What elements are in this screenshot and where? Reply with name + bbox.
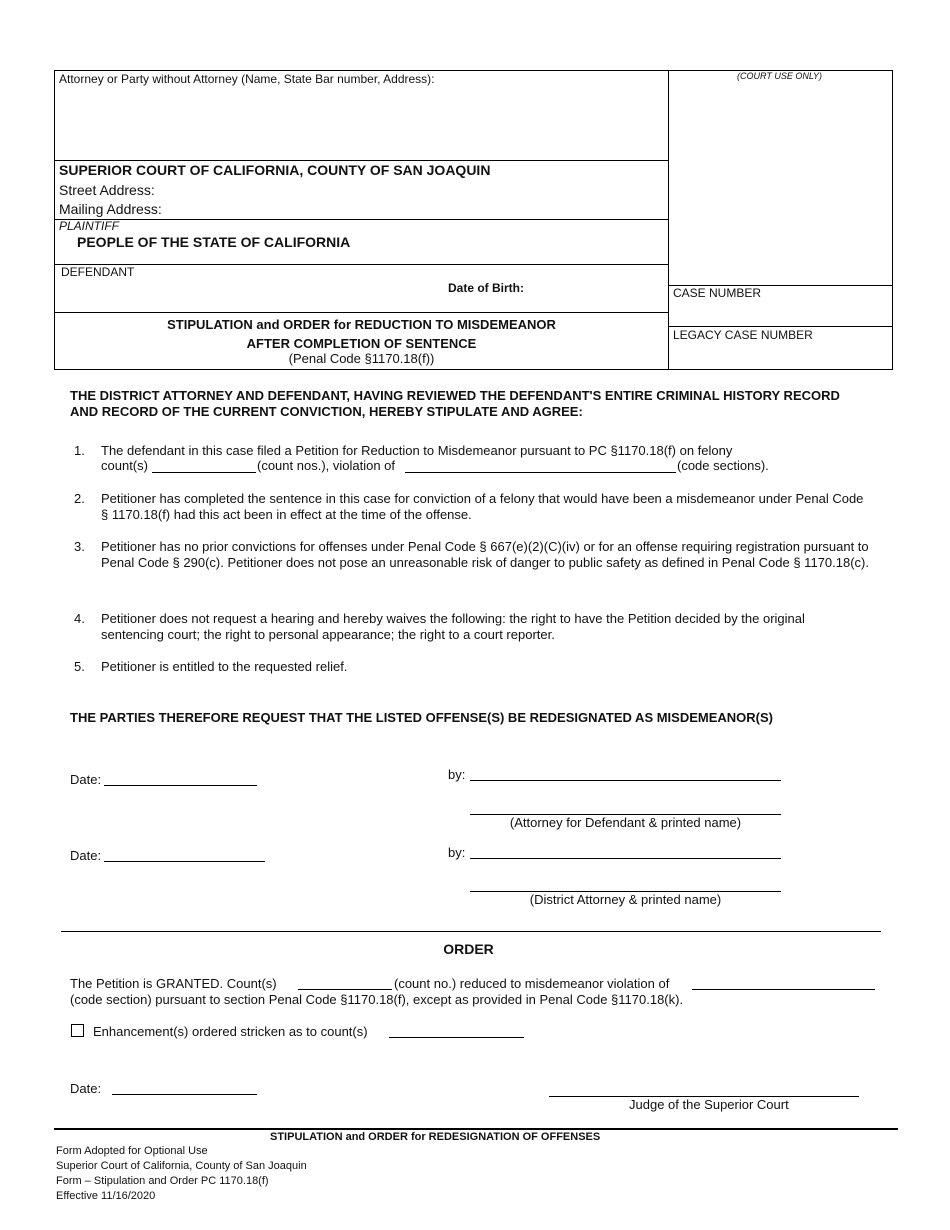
divider-plaintiff xyxy=(54,264,669,265)
stipulation-intro: THE DISTRICT ATTORNEY AND DEFENDANT, HAVING REVIEWED THE DEFENDANT'S ENTIRE CRIMINAL HISTORY RECORD AND RECORD OF THE CURRENT CONVICTION, HEREBY STIPULATE AND AGREE: xyxy=(70,388,840,419)
plaintiff-name: PEOPLE OF THE STATE OF CALIFORNIA xyxy=(77,234,351,250)
defense-signature-field[interactable] xyxy=(470,766,781,781)
divider-defendant xyxy=(54,312,669,313)
item-1-line1: The defendant in this case filed a Petition for Reduction to Misdemeanor pursuant to PC §1170.18(f) on felony xyxy=(101,443,733,458)
court-name: SUPERIOR COURT OF CALIFORNIA, COUNTY OF SAN JOAQUIN xyxy=(59,162,491,178)
order-code-field[interactable] xyxy=(692,975,875,990)
footer-line3: Form – Stipulation and Order PC 1170.18(f) xyxy=(56,1175,269,1187)
street-address-label: Street Address: xyxy=(59,182,155,198)
defense-caption: (Attorney for Defendant & printed name) xyxy=(509,815,742,830)
order-date-field[interactable] xyxy=(112,1080,257,1095)
item-1-code-field[interactable] xyxy=(405,458,676,473)
item-1-number: 1. xyxy=(74,443,85,458)
defense-date-field[interactable] xyxy=(104,771,257,786)
da-printed-name-field[interactable] xyxy=(470,877,781,892)
defendant-label: DEFENDANT xyxy=(61,265,135,279)
da-date-label: Date: xyxy=(70,848,102,863)
da-signature-field[interactable] xyxy=(470,844,781,859)
item-1-code-suffix: (code sections). xyxy=(677,458,769,473)
judge-signature-field[interactable] xyxy=(549,1082,859,1097)
item-3-text: Petitioner has no prior convictions for offenses under Penal Code § 667(e)(2)(C)(iv) or for an offense requiring registration pursuant to Penal Code § 290(c). Petitioner does not pose an unreasonable risk of danger to public safety as defined in Penal Code § 1170.18(c). xyxy=(101,539,869,570)
divider-attorney xyxy=(54,160,669,161)
defense-by-label: by: xyxy=(448,767,466,782)
plaintiff-label: PLAINTIFF xyxy=(59,219,120,233)
item-1-count-field[interactable] xyxy=(152,458,256,473)
footer-line1: Form Adopted for Optional Use xyxy=(56,1145,208,1157)
item-4-text: Petitioner does not request a hearing and hereby waives the following: the right to have the Petition decided by the original sentencing court; the right to personal appearance; the right to a court reporter. xyxy=(101,611,805,642)
order-heading: ORDER xyxy=(443,941,494,957)
defense-printed-name-field[interactable] xyxy=(470,800,781,815)
dob-label: Date of Birth: xyxy=(448,281,524,295)
order-granted-prefix: The Petition is GRANTED. Count(s) xyxy=(70,976,277,991)
item-2-text: Petitioner has completed the sentence in this case for conviction of a felony that would have been a misdemeanor under Penal Code § 1170.18(f) had this act been in effect at the time of the offense. xyxy=(101,491,864,522)
request-heading: THE PARTIES THEREFORE REQUEST THAT THE LISTED OFFENSE(S) BE REDESIGNATED AS MISDEMEANOR(S) xyxy=(70,710,773,725)
da-caption: (District Attorney & printed name) xyxy=(529,892,722,907)
form-title-line1: STIPULATION and ORDER for REDUCTION TO MISDEMEANOR xyxy=(167,317,556,332)
footer-divider xyxy=(54,1128,898,1130)
item-4-number: 4. xyxy=(74,611,85,626)
da-by-label: by: xyxy=(448,845,466,860)
order-divider xyxy=(61,931,881,932)
form-title-line2: AFTER COMPLETION OF SENTENCE xyxy=(246,336,477,351)
divider-court xyxy=(54,219,669,220)
item-2-number: 2. xyxy=(74,491,85,506)
item-5-number: 5. xyxy=(74,659,85,674)
defense-date-label: Date: xyxy=(70,772,102,787)
item-3-number: 3. xyxy=(74,539,85,554)
enhancement-checkbox[interactable] xyxy=(71,1024,84,1037)
legacy-case-number-label: LEGACY CASE NUMBER xyxy=(673,328,813,342)
footer-line4: Effective 11/16/2020 xyxy=(56,1190,156,1202)
order-date-label: Date: xyxy=(70,1081,102,1096)
order-granted-line2: (code section) pursuant to section Penal Code §1170.18(f), except as provided in Penal Code §1170.18(k). xyxy=(70,992,684,1007)
court-use-label: (COURT USE ONLY) xyxy=(737,71,823,81)
da-date-field[interactable] xyxy=(104,847,265,862)
case-number-label: CASE NUMBER xyxy=(673,286,762,300)
order-granted-middle: (count no.) reduced to misdemeanor violation of xyxy=(394,976,670,991)
mailing-address-label: Mailing Address: xyxy=(59,201,162,217)
judge-caption: Judge of the Superior Court xyxy=(629,1097,789,1112)
footer-title: STIPULATION and ORDER for REDESIGNATION OF OFFENSES xyxy=(270,1131,601,1143)
form-title-line3: (Penal Code §1170.18(f)) xyxy=(288,351,435,366)
item-5-text: Petitioner is entitled to the requested relief. xyxy=(101,659,348,674)
order-count-field[interactable] xyxy=(298,975,392,990)
item-1-count-prefix: count(s) xyxy=(101,458,148,473)
attorney-label: Attorney or Party without Attorney (Name, State Bar number, Address): xyxy=(59,72,435,86)
divider-legacy-case-number xyxy=(668,326,893,327)
enhancement-label: Enhancement(s) ordered stricken as to count(s) xyxy=(93,1024,368,1039)
enhancement-count-field[interactable] xyxy=(389,1023,524,1038)
item-1-count-suffix: (count nos.), violation of xyxy=(257,458,396,473)
footer-line2: Superior Court of California, County of San Joaquin xyxy=(56,1160,307,1172)
